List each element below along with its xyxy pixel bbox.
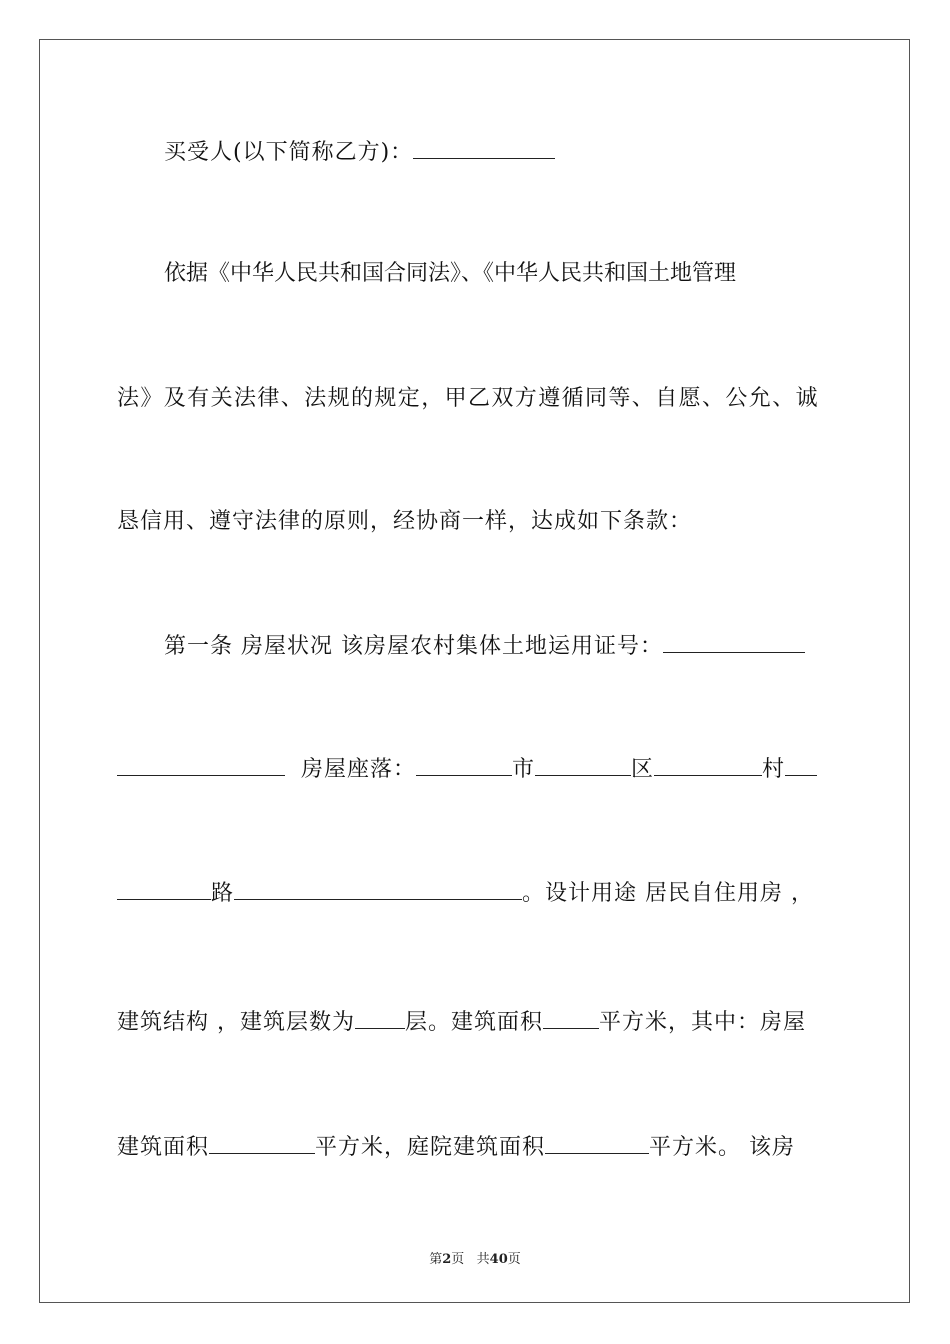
area-blank — [543, 1008, 599, 1029]
area-line — [117, 1133, 835, 1163]
paragraph-text: 法》及有关法律、法规的规定，甲乙双方遵循同等、自愿、公允、诚 — [117, 386, 820, 411]
blank-field — [117, 755, 285, 776]
blank-field — [117, 879, 211, 900]
usage-text: 。设计用途 居民自住用房 ， — [522, 881, 815, 906]
paragraph-line — [117, 507, 835, 537]
city-label: 市 — [512, 757, 536, 782]
district-blank — [535, 755, 631, 776]
floors-blank — [355, 1008, 405, 1029]
building-area-blank — [209, 1133, 315, 1154]
location-label: 房屋座落： — [301, 757, 417, 782]
page-border — [39, 39, 910, 1303]
area-unit-text: 平方米，其中：房屋 — [599, 1010, 807, 1035]
buyer-blank — [413, 138, 555, 159]
article-one-line — [117, 632, 835, 662]
certificate-no-blank — [663, 632, 805, 653]
area-end-text: 平方米。 该房 — [649, 1135, 796, 1160]
road-blank — [234, 879, 522, 900]
structure-line — [117, 1008, 835, 1038]
courtyard-area-text: 平方米，庭院建筑面积 — [315, 1135, 546, 1160]
paragraph-line — [117, 384, 835, 414]
page-number: 2 — [442, 1252, 452, 1267]
courtyard-area-blank — [545, 1133, 649, 1154]
footer-suffix: 页 — [507, 1252, 521, 1267]
paragraph-text: 恳信用、遵守法律的原则，经协商一样，达成如下条款： — [117, 509, 693, 534]
paragraph-line — [117, 259, 835, 289]
village-label: 村 — [762, 757, 786, 782]
footer-prefix: 第 — [429, 1252, 443, 1267]
structure-text: 建筑结构 ，建筑层数为 — [117, 1010, 355, 1035]
road-line — [117, 879, 835, 909]
area-text: 层。建筑面积 — [405, 1010, 544, 1035]
paragraph-text: 依据《中华人民共和国合同法》、《中华人民共和国土地管理 — [164, 261, 737, 286]
footer-mid: 页 共 — [451, 1252, 490, 1267]
building-area-text: 建筑面积 — [117, 1135, 210, 1160]
page-footer — [0, 1248, 950, 1267]
buyer-line — [117, 138, 835, 168]
city-blank — [416, 755, 512, 776]
blank-field — [785, 755, 817, 776]
road-label: 路 — [211, 881, 235, 906]
location-line — [117, 755, 835, 785]
village-blank — [654, 755, 762, 776]
article-one-text: 第一条 房屋状况 该房屋农村集体土地运用证号： — [164, 634, 663, 659]
district-label: 区 — [631, 757, 655, 782]
buyer-label: 买受人(以下简称乙方)： — [164, 140, 414, 165]
total-pages: 40 — [489, 1252, 508, 1267]
